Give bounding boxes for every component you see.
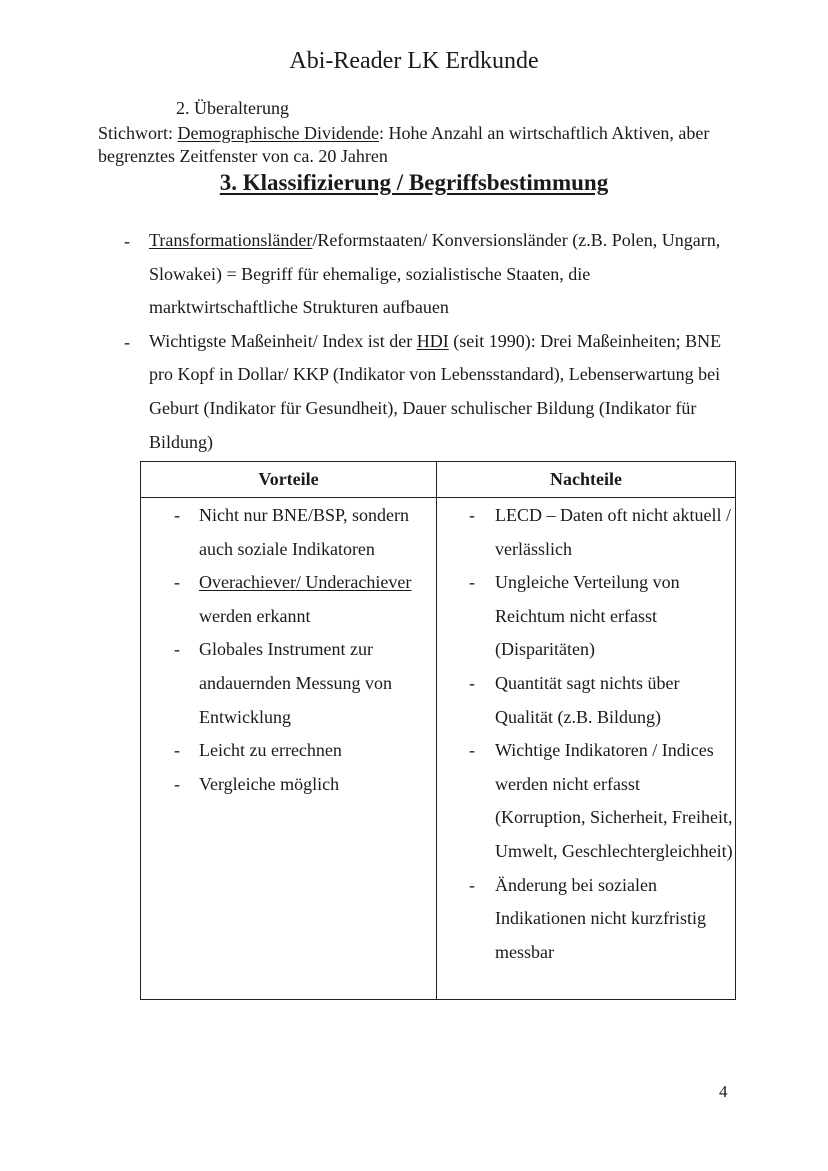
item-text: Ungleiche Verteilung von Reichtum nicht erfasst (Disparitäten) [495, 572, 680, 660]
list-item [437, 566, 737, 667]
item-dash: - [174, 773, 180, 794]
bullet-text [149, 224, 739, 325]
list-item [437, 499, 737, 566]
item-text: Wichtige Indikatoren / Indices werden nicht erfasst (Korruption, Sicherheit, Freiheit, Umwelt, Geschlechtergleichheit) [495, 740, 733, 861]
term-transformationslaender: Transformationsländer [149, 230, 313, 250]
item-text: Vergleiche möglich [199, 773, 340, 794]
bullet-text [149, 325, 739, 459]
bullet-dash: - [124, 331, 130, 352]
item-text: Änderung bei sozialen Indikationen nicht kurzfristig messbar [495, 874, 706, 962]
stichwort-text: : Hohe Anzahl an wirtschaftlich Aktiven, aber begrenztes Zeitfenster von ca. 20 Jahren [98, 123, 710, 166]
page-header: Abi-Reader LK Erdkunde [289, 48, 539, 74]
item-dash: - [469, 740, 475, 761]
item-dash: - [174, 639, 180, 660]
stichwort-term: Demographische Dividende [177, 123, 379, 143]
list-item [141, 734, 436, 768]
bullet-pre: Wichtigste Maßeinheit/ Index ist der [149, 330, 417, 351]
sub-item-ueberalterung: 2. Überalterung [176, 98, 289, 118]
bullet-list [0, 224, 828, 459]
list-item [437, 869, 737, 970]
item-dash: - [174, 505, 180, 525]
stichwort-paragraph [98, 122, 738, 168]
item-text: LECD – Daten oft nicht aktuell / verlässlich [495, 505, 731, 559]
nachteile-column [437, 499, 737, 969]
list-item [141, 633, 436, 734]
page-number: 4 [719, 1082, 728, 1101]
bullet-body: (seit 1990): Drei Maßeinheiten; BNE pro Kopf in Dollar/ KKP (Indikator von Lebensstandard), Lebenserwartung bei Geburt (Indikator für Gesundheit), Dauer schulischer Bildung (Indikator für Bildung) [149, 330, 722, 452]
item-text: Leicht zu errechnen [199, 740, 342, 761]
section-heading-text: 3. Klassifizierung / Begriffsbestimmung [219, 170, 609, 195]
term-hdi: HDI [416, 330, 449, 351]
list-item [141, 768, 436, 802]
header-divider [141, 497, 735, 498]
vorteile-column [141, 499, 436, 801]
list-item [141, 499, 436, 566]
stichwort-label: Stichwort: [98, 123, 178, 143]
header-nachteile: Nachteile [550, 469, 622, 489]
item-text [199, 566, 434, 633]
item-text: Quantität sagt nichts über Qualität (z.B. Bildung) [495, 672, 680, 727]
item-dash: - [469, 672, 475, 693]
bullet-dash: - [124, 231, 130, 251]
hdi-pros-cons-table [140, 461, 736, 1000]
section-heading [0, 170, 828, 196]
item-dash: - [469, 572, 475, 593]
item-dash: - [174, 572, 180, 593]
list-item [437, 734, 737, 868]
item-text: Globales Instrument zur andauernden Messung von Entwicklung [199, 639, 392, 727]
item-body: werden erkannt [199, 605, 311, 626]
term-overachiever: Overachiever/ Underachiever [199, 572, 412, 593]
item-dash: - [469, 874, 475, 895]
list-item [437, 667, 737, 734]
header-vorteile: Vorteile [258, 469, 319, 489]
bullet-transformationslaender [0, 224, 828, 325]
item-dash: - [469, 505, 475, 525]
list-item [141, 566, 436, 633]
bullet-hdi [0, 325, 828, 459]
bullet-body: /Reformstaaten/ Konversionsländer (z.B. Polen, Ungarn, Slowakei) = Begriff für ehemalige, sozialistische Staaten, die marktwirtschaftliche Strukturen aufbauen [149, 230, 721, 318]
item-text: Nicht nur BNE/BSP, sondern auch soziale Indikatoren [199, 505, 410, 559]
item-dash: - [174, 740, 180, 761]
